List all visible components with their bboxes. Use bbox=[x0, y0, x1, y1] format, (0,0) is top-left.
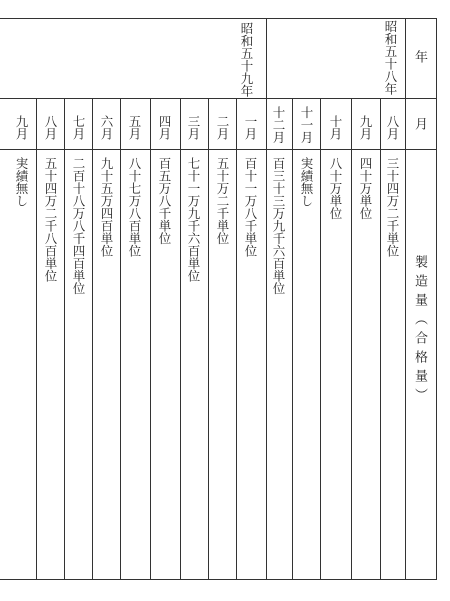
col-border-10 bbox=[120, 98, 121, 580]
quantity-cell: 七十一万九千六百単位 bbox=[186, 157, 201, 282]
top-rule bbox=[0, 18, 436, 19]
header-column-border bbox=[405, 18, 406, 580]
col-border-11 bbox=[92, 98, 93, 580]
col-border-9 bbox=[150, 98, 151, 580]
month-cell: 一月 bbox=[243, 115, 258, 140]
month-header: 月 bbox=[412, 117, 427, 130]
quantity-cell: 八十七万八百単位 bbox=[127, 157, 142, 257]
quantity-cell: 実績無し bbox=[299, 157, 314, 207]
month-row-top-rule bbox=[0, 98, 436, 99]
col-border-1 bbox=[380, 98, 381, 580]
quantity-header: 製造量（合格量） bbox=[412, 255, 427, 407]
month-cell: 五月 bbox=[127, 115, 142, 140]
col-border-6 bbox=[236, 98, 237, 580]
quantity-cell: 五十四万二千八百単位 bbox=[43, 157, 58, 282]
era-divider bbox=[266, 18, 267, 580]
month-cell: 九月 bbox=[14, 115, 29, 140]
quantity-cell: 九十五万四百単位 bbox=[99, 157, 114, 257]
month-cell: 八月 bbox=[385, 115, 400, 140]
month-cell: 六月 bbox=[99, 115, 114, 140]
era-label-showa-58: 昭和五十八年 bbox=[383, 20, 398, 95]
right-outer-border bbox=[436, 18, 437, 580]
bottom-rule bbox=[0, 579, 436, 580]
col-border-7 bbox=[208, 98, 209, 580]
quantity-cell: 百三十三万九千六百単位 bbox=[271, 157, 286, 295]
quantity-cell: 四十万単位 bbox=[358, 157, 373, 220]
month-cell: 七月 bbox=[71, 115, 86, 140]
month-cell: 八月 bbox=[43, 115, 58, 140]
month-cell: 十二月 bbox=[271, 106, 286, 144]
month-cell: 三月 bbox=[186, 115, 201, 140]
col-border-8 bbox=[180, 98, 181, 580]
quantity-cell: 実績無し bbox=[14, 157, 29, 207]
col-border-12 bbox=[64, 98, 65, 580]
month-cell: 四月 bbox=[157, 115, 172, 140]
month-cell: 二月 bbox=[215, 115, 230, 140]
month-cell: 九月 bbox=[358, 115, 373, 140]
month-cell: 十月 bbox=[328, 115, 343, 140]
quantity-cell: 三十四万二千単位 bbox=[385, 157, 400, 257]
quantity-cell: 二百十八万八千四百単位 bbox=[71, 157, 86, 295]
col-border-3 bbox=[320, 98, 321, 580]
quantity-cell: 五十万二千単位 bbox=[215, 157, 230, 245]
col-border-13 bbox=[36, 98, 37, 580]
era-label-showa-59: 昭和五十九年 bbox=[239, 22, 254, 97]
month-cell: 十一月 bbox=[299, 106, 314, 144]
quantity-cell: 百五万八千単位 bbox=[157, 157, 172, 245]
year-header: 年 bbox=[412, 50, 427, 63]
quantity-cell: 八十万単位 bbox=[328, 157, 343, 220]
quantity-cell: 百十一万八千単位 bbox=[243, 157, 258, 257]
col-border-4 bbox=[292, 98, 293, 580]
col-border-2 bbox=[351, 98, 352, 580]
month-row-bottom-rule bbox=[0, 149, 436, 150]
